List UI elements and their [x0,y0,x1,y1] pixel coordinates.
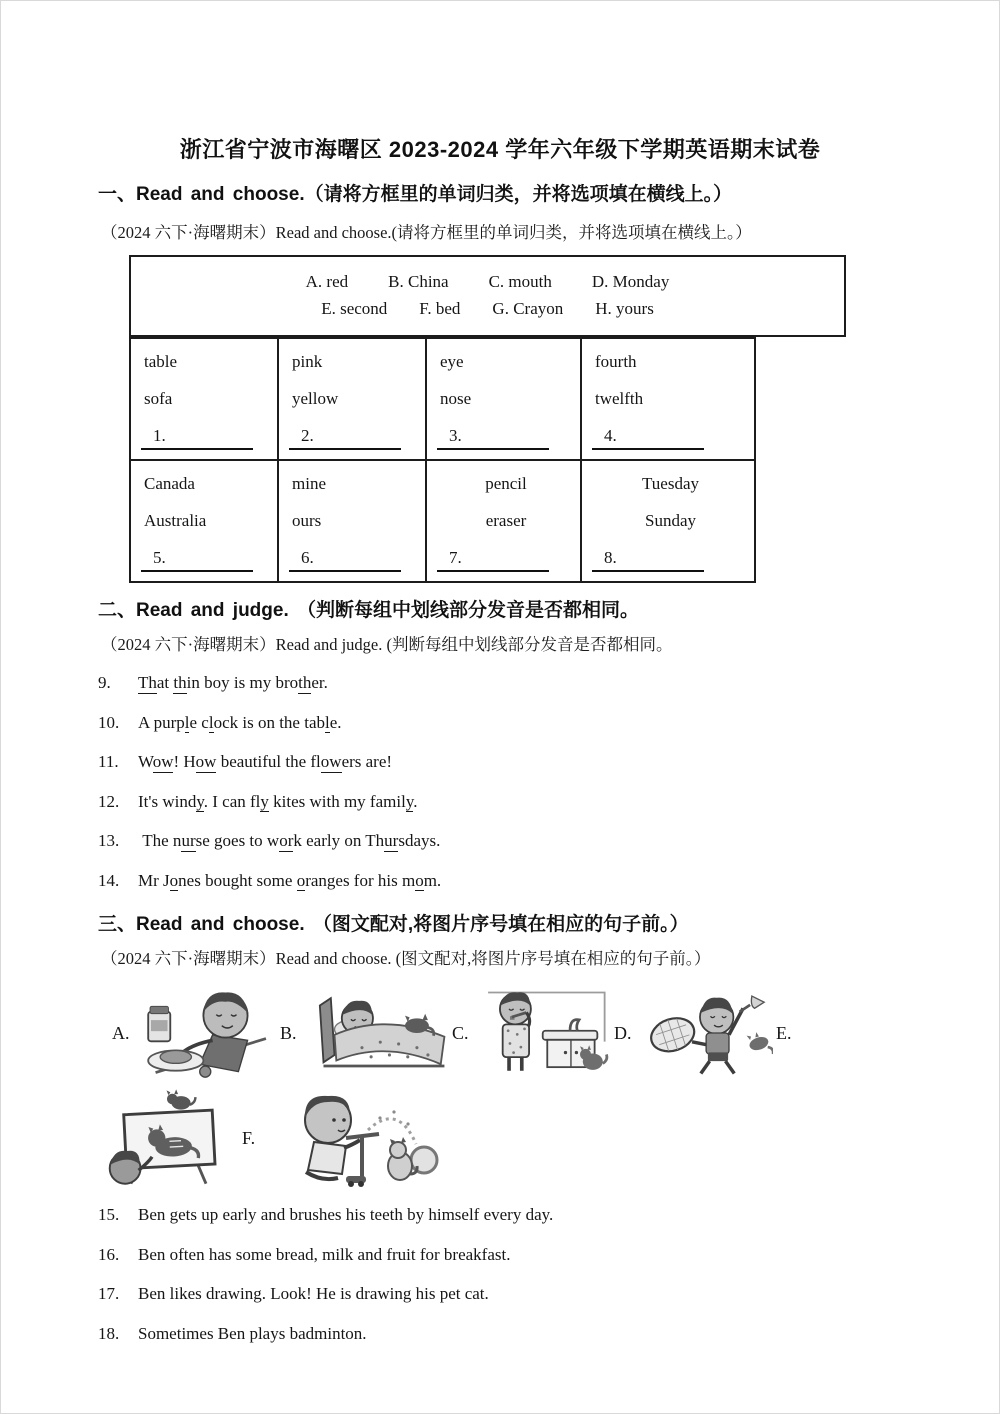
cell-word: pink [292,352,323,371]
table-row [130,460,755,582]
section2-source-note: （2024 六下·海曙期末）Read and judge. (判断每组中划线部分发音是否都相同。 [101,635,673,654]
question-number: 16. [98,1244,120,1264]
question-17 [98,1283,904,1305]
section2-questions [96,672,904,892]
question-11 [98,751,904,773]
question-text: Ben often has some bread, milk and fruit for breakfast. [138,1244,511,1264]
picture-label-a: A. [112,1022,130,1043]
section1-heading: 一、Read and choose.（请将方框里的单词归类，并将选项填在横线上。） [98,184,733,205]
question-text: A purple clock is on the table. [138,712,342,732]
boy-washing-pet-cat-illustration [276,1087,441,1189]
pictures-row-1 [112,981,904,1085]
answer-blank-7: 7. [437,548,549,572]
question-number: 13. [98,831,120,850]
word-bank-box [129,255,846,337]
question-number: 15. [98,1205,120,1224]
word-bank-option-h: H. yours [595,299,654,318]
paper-title: 浙江省宁波市海曙区 2023-2024 学年六年级下学期英语期末试卷 [179,137,821,162]
word-bank-row-2 [131,295,844,322]
question-text: Ben likes drawing. Look! He is drawing his pet cat. [138,1284,489,1303]
table-cell-8 [581,460,755,582]
word-bank-option-a: A. red [305,272,349,291]
cell-word: Australia [144,511,207,530]
question-number: 14. [98,870,120,890]
cell-word: yellow [292,389,339,408]
cell-word: Sunday [645,511,696,530]
word-bank-option-c: C. mouth [488,272,552,291]
answer-blank-1: 1. [141,426,253,450]
cell-word: twelfth [595,389,644,408]
word-bank-option-g: G. Crayon [492,299,564,318]
question-9 [98,672,904,694]
section2-heading: 二、Read and judge. （判断每组中划线部分发音是否都相同。 [98,600,640,621]
question-text: Wow! How beautiful the flowers are! [138,752,393,771]
picture-f [276,1087,441,1189]
cell-word: Canada [144,474,195,493]
cell-word: Tuesday [642,474,699,493]
word-bank-row-1 [131,268,844,295]
boy-sleeping-in-bed-illustration [307,983,449,1083]
question-text: It's windy. I can fly kites with my family. [138,791,418,811]
answer-blank-5: 5. [141,548,253,572]
page-content [1,133,999,1345]
cell-word: table [144,352,178,371]
table-row [130,338,755,460]
table-cell-6 [278,460,426,582]
table-cell-5 [130,460,278,582]
answer-blank-6: 6. [289,548,401,572]
section3-source-note: （2024 六下·海曙期末）Read and choose. (图文配对,将图片序号填在相应的句子前。） [101,949,711,968]
cell-word: fourth [595,352,637,371]
question-number: 12. [98,791,120,811]
picture-c [479,981,611,1085]
answer-blank-8: 8. [592,548,704,572]
answer-blank-2: 2. [289,426,401,450]
word-bank-option-e: E. second [321,299,388,318]
question-14 [98,870,904,892]
boy-playing-badminton-illustration [641,983,773,1083]
question-15 [98,1204,904,1226]
table-cell-2 [278,338,426,460]
word-bank-option-d: D. Monday [591,272,670,291]
cell-word: sofa [144,389,173,408]
table-cell-4 [581,338,755,460]
section3-heading: 三、Read and choose. （图文配对,将图片序号填在相应的句子前。） [98,914,689,935]
boy-drawing-cat-at-easel-illustration [102,1087,232,1189]
classification-table [129,337,756,583]
question-text: The nurse goes to work early on Thursdays. [138,831,441,850]
question-10 [98,712,904,734]
question-13 [98,830,904,852]
word-bank-option-b: B. China [388,272,449,291]
question-text: Ben gets up early and brushes his teeth by himself every day. [138,1205,554,1224]
question-number: 18. [98,1323,120,1343]
cell-word: eraser [485,511,527,530]
word-bank-option-f: F. bed [419,299,461,318]
table-cell-3 [426,338,581,460]
cell-word: mine [292,474,326,493]
cell-word: eye [440,352,464,371]
picture-e [102,1087,232,1189]
cell-word: ours [292,511,322,530]
boy-brushing-teeth-illustration [479,981,611,1085]
section3-questions [96,1204,904,1345]
question-text: Mr Jones bought some oranges for his mom. [138,870,442,890]
question-number: 9. [98,673,111,692]
answer-blank-3: 3. [437,426,549,450]
question-18 [98,1323,904,1345]
pictures-row-2 [102,1087,904,1189]
question-text: That thin boy is my brother. [138,673,328,692]
question-text: Sometimes Ben plays badminton. [138,1323,367,1343]
question-12 [98,791,904,813]
picture-a [139,983,277,1083]
question-number: 17. [98,1284,120,1303]
picture-d [641,983,773,1083]
table-cell-1 [130,338,278,460]
answer-blank-4: 4. [592,426,704,450]
picture-label-d: D. [614,1022,632,1043]
boy-eating-breakfast-illustration [139,983,277,1083]
picture-label-e: E. [776,1022,792,1043]
cell-word: nose [440,389,472,408]
question-number: 10. [98,712,120,732]
question-16 [98,1244,904,1266]
picture-label-f: F. [242,1127,256,1148]
picture-label-c: C. [452,1022,469,1043]
picture-b [307,983,449,1083]
picture-label-b: B. [280,1022,297,1043]
question-number: 11. [98,752,119,771]
section1-source-note: （2024 六下·海曙期末）Read and choose.(请将方框里的单词归类，并将选项填在横线上。） [101,223,752,242]
cell-word: pencil [485,474,527,493]
table-cell-7 [426,460,581,582]
